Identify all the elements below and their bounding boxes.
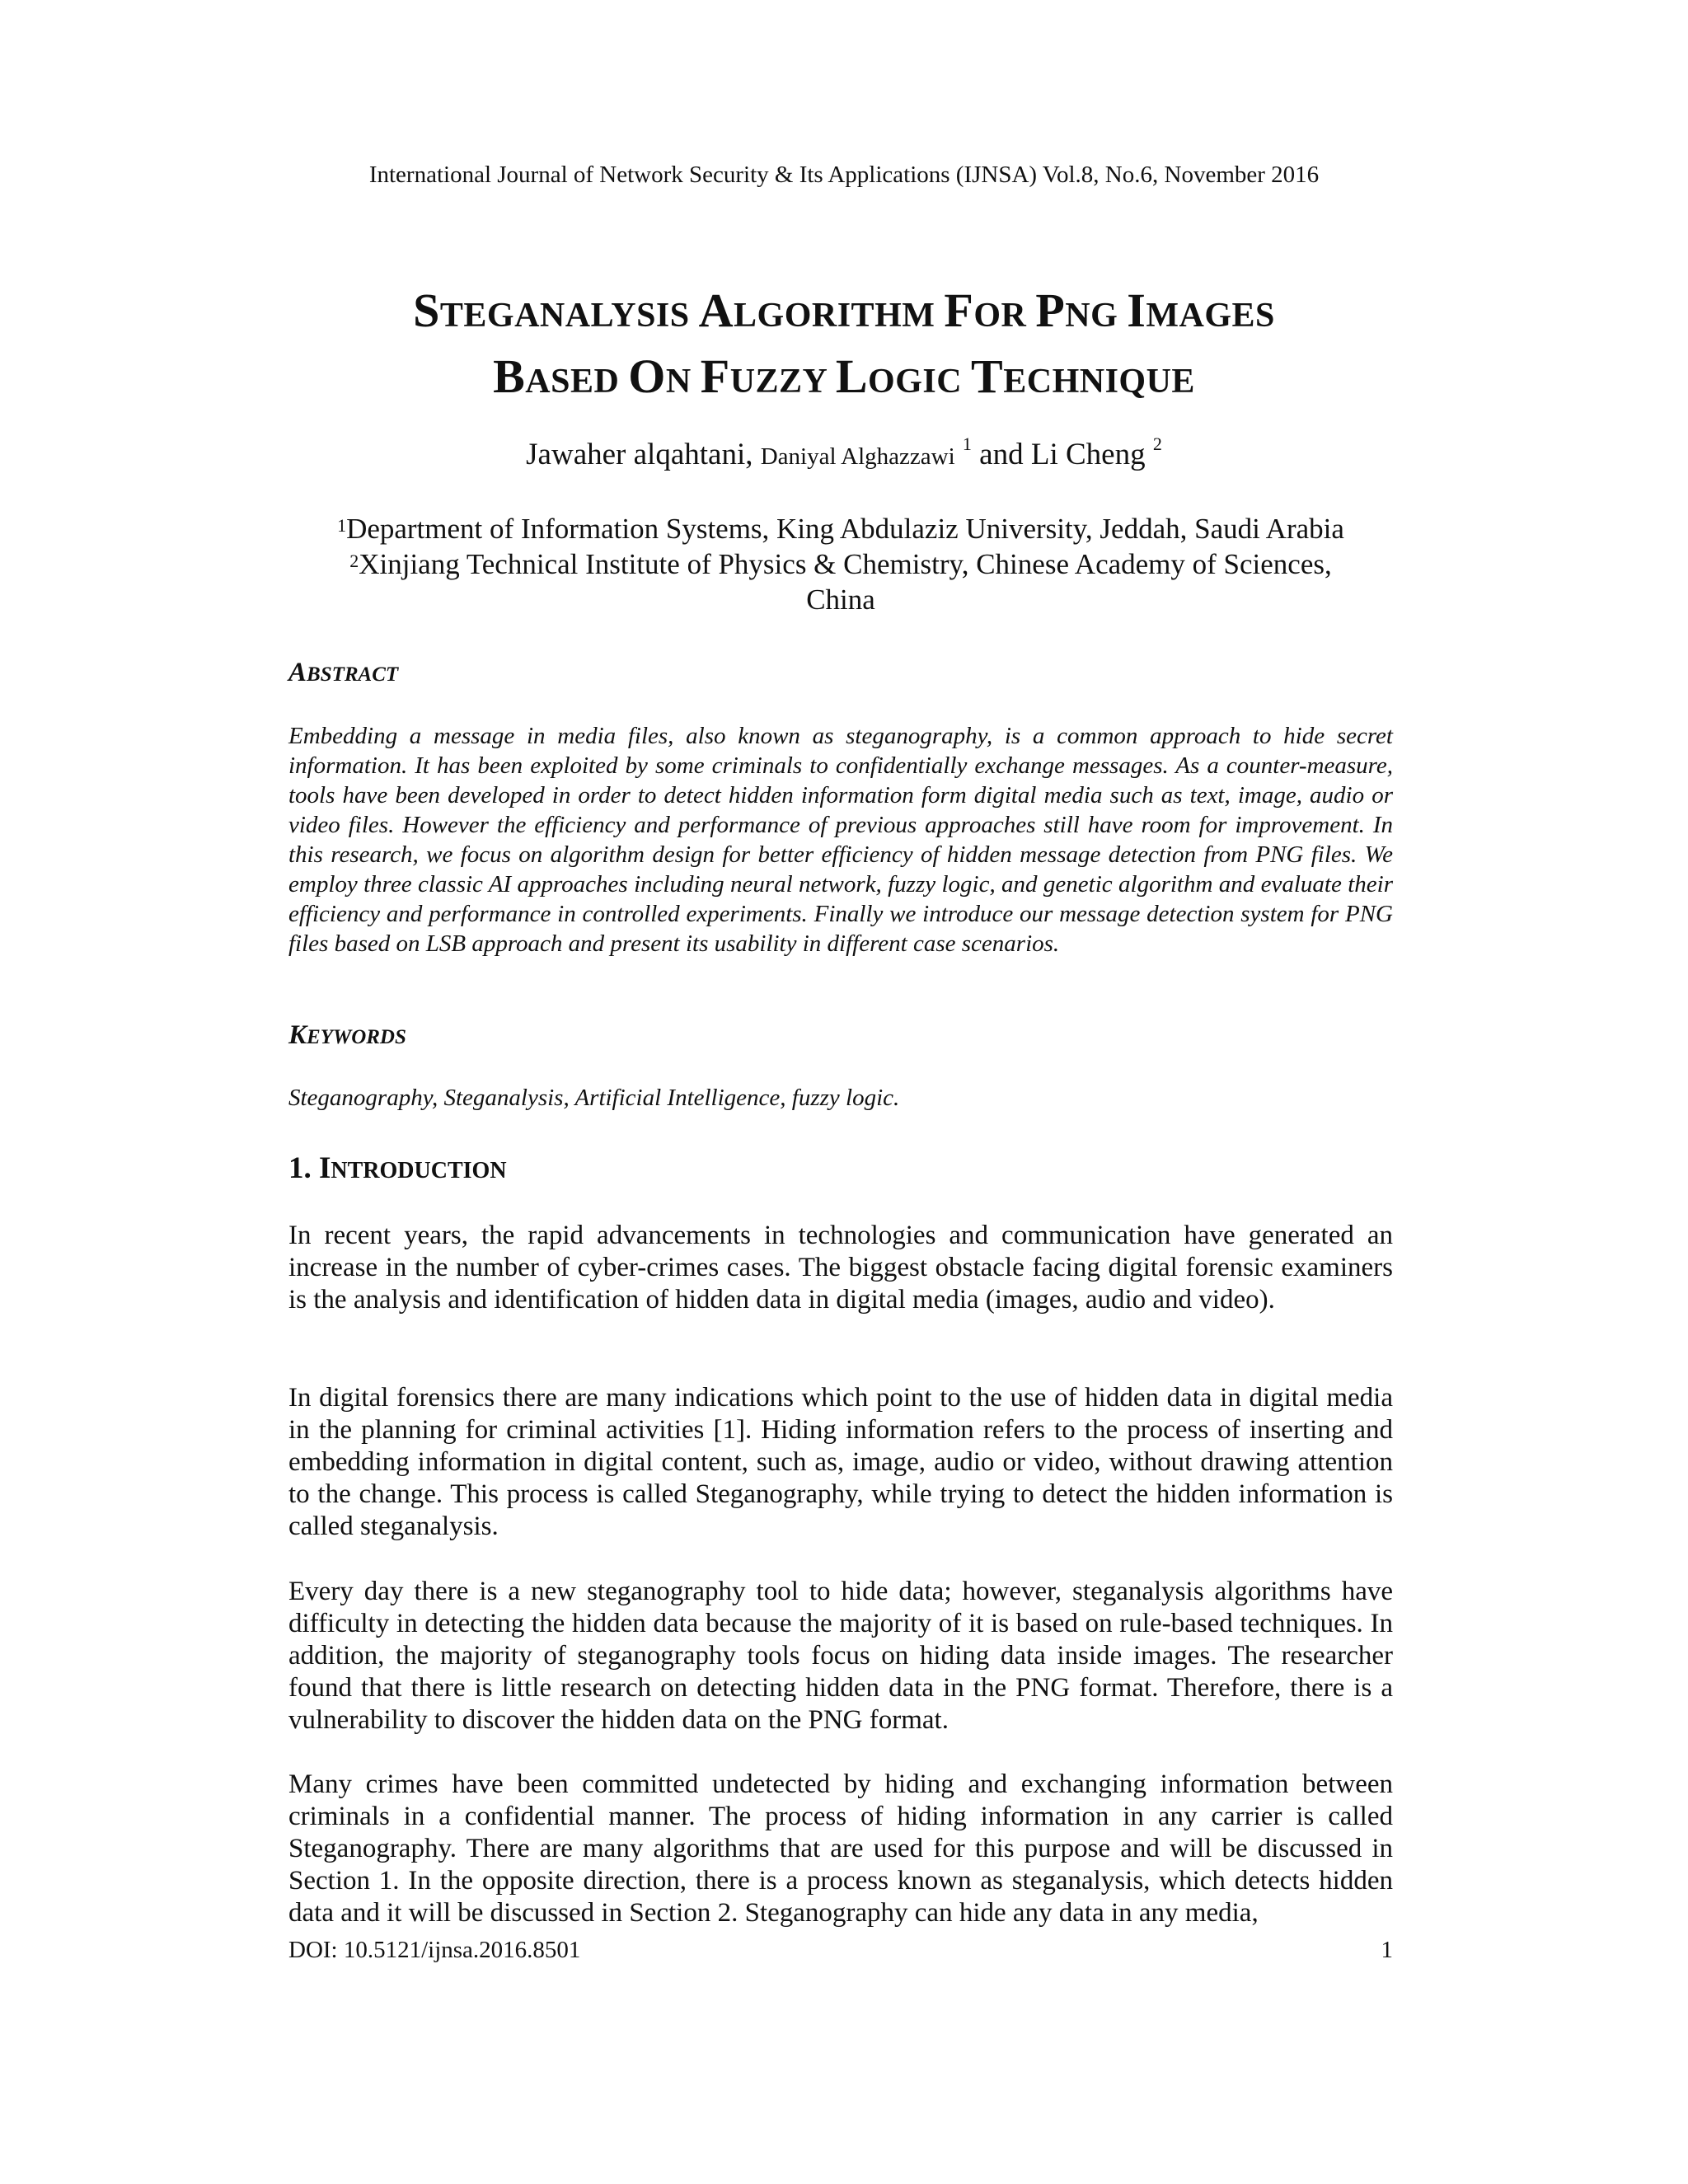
affiliation-line: $^1$Department of Information Systems, King Abdulaziz University, Jeddah, Saudi Arabia [337, 513, 1344, 545]
title-line-1 [0, 280, 1688, 346]
body-paragraph: In recent years, the rapid advancements in technologies and communication have generated an increase in the number of cyber-crimes cases. The biggest obstacle facing digital forensic examiners is the analysis and identification of hidden data in digital media (images, audio and video). [288, 1221, 1393, 1315]
affiliations [288, 511, 1393, 617]
title-word: BASED [493, 349, 629, 403]
title-word: LOGIC [835, 349, 972, 403]
keywords-heading: KEYWORDS [288, 1020, 406, 1050]
title-line-2 [0, 346, 1688, 412]
affiliation-line: $^2$Xinjiang Technical Institute of Physics & Chemistry, Chinese Academy of Sciences, [349, 548, 1332, 580]
title-word: IMAGES [1127, 284, 1275, 337]
author-name: Jawaher alqahtani, [526, 438, 753, 471]
author-list [0, 434, 1688, 472]
abstract-text: Embedding a message in media files, also known as steganography, is a common approach to hide secret information. It has been exploited by some criminals to confidentially exchange messages. As a counter-measure, tools have been developed in order to detect hidden information form digital media such as text, image, audio or video files. However the efficiency and performance of previous approaches still have room for improvement. In this research, we focus on algorithm design for better efficiency of hidden message detection from PNG files. We employ three classic AI approaches including neural network, fuzzy logic, and genetic algorithm and evaluate their efficiency and performance in controlled experiments. Finally we introduce our message detection system for PNG files based on LSB approach and present its usability in different case scenarios. [288, 723, 1393, 957]
author-name: Daniyal Alghazzawi [760, 443, 955, 470]
title-word: FOR [944, 284, 1036, 337]
author-name: and Li Cheng [979, 438, 1146, 471]
affiliation-marker: 2 [1152, 434, 1162, 454]
affiliation-marker: 1 [962, 434, 972, 454]
title-word: STEGANALYSIS [413, 284, 699, 337]
page-number: 1 [1381, 1937, 1393, 1963]
title-word: TECHNIQUE [971, 349, 1195, 403]
title-word: PNG [1035, 284, 1128, 337]
body-paragraph: Many crimes have been committed undetected by hiding and exchanging information between criminals in a confidential manner. The process of hiding information in any carrier is called Steganography. There are many algorithms that are used for this purpose and will be discussed in Section 1. In the opposite direction, there is a process known as steganalysis, which detects hidden data and it will be discussed in Section 2. Steganography can hide any data in any media, [288, 1769, 1393, 1928]
keywords-text: Steganography, Steganalysis, Artificial Intelligence, fuzzy logic. [288, 1085, 900, 1111]
abstract-heading: ABSTRACT [288, 658, 399, 687]
title-word: FUZZY [700, 349, 836, 403]
body-paragraph: In digital forensics there are many indications which point to the use of hidden data in digital media in the planning for criminal activities [1]. Hiding information refers to the process of inserting and embedding information in digital content, such as, image, audio or video, without drawing attention to the change. This process is called Steganography, while trying to detect the hidden information is called steganalysis. [288, 1383, 1393, 1541]
affiliation-line: China [806, 583, 875, 616]
paper-title [0, 280, 1688, 412]
section-heading-introduction: 1. INTRODUCTION [288, 1151, 507, 1185]
title-word: ON [628, 349, 701, 403]
body-paragraph: Every day there is a new steganography tool to hide data; however, steganalysis algorithms have difficulty in detecting the hidden data because the majority of it is based on rule-based techniques. In addition, the majority of steganography tools focus on hiding data inside images. The researcher found that there is little research on detecting hidden data in the PNG format. Therefore, there is a vulnerability to discover the hidden data on the PNG format. [288, 1577, 1393, 1735]
doi-footer: DOI: 10.5121/ijnsa.2016.8501 [288, 1937, 581, 1963]
title-word: ALGORITHM [698, 284, 945, 337]
journal-header: International Journal of Network Security & Its Applications (IJNSA) Vol.8, No.6, November 2016 [368, 162, 1320, 188]
